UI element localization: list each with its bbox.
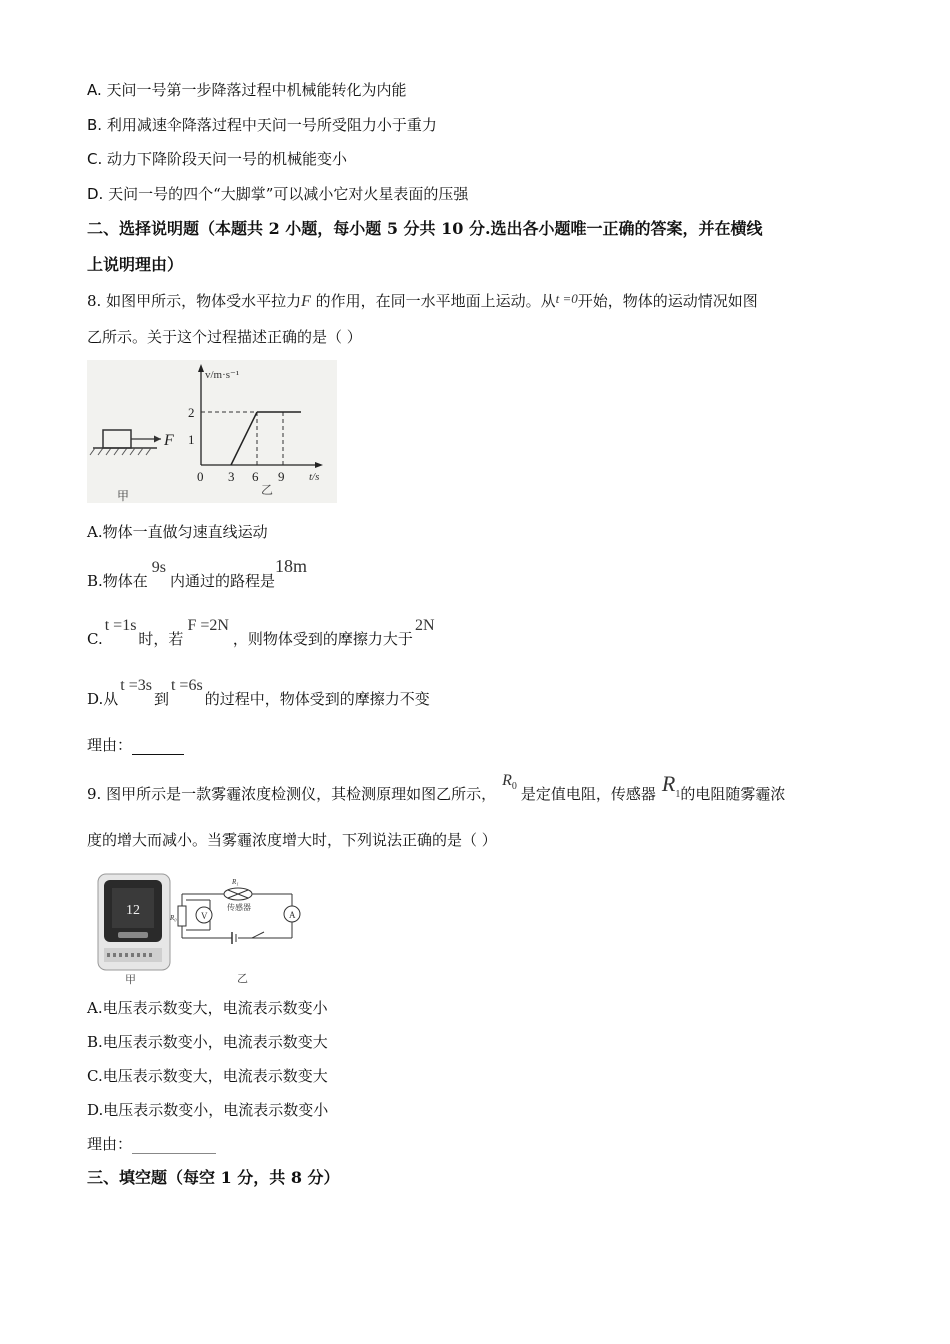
- r0-label: R₀: [170, 914, 177, 922]
- q8-reason: 理由：: [87, 735, 184, 755]
- label-yi-9: 乙: [237, 973, 248, 985]
- label-yi: 乙: [261, 483, 274, 497]
- q9-figure-svg: [92, 870, 307, 985]
- q9-option-a: A.电压表示数变大，电流表示数变小: [87, 999, 328, 1017]
- q7-option-c: C. 动力下降阶段天问一号的机械能变小: [87, 150, 348, 168]
- q8-stem-line1: 8. 如图甲所示，物体受水平拉力F 的作用，在同一水平地面上运动。从t =0开始，物体的运动情况如图: [87, 291, 758, 310]
- q9-figure: [92, 870, 307, 985]
- x-tick-9: 9: [278, 469, 285, 484]
- q9-option-b: B.电压表示数变小，电流表示数变大: [87, 1033, 328, 1051]
- q9-stem-line1: 9. 图甲所示是一款雾霾浓度检测仪，其检测原理如图乙所示，$R_0$ 是定值电阻，传感器 $R_1$的电阻随雾霾浓: [87, 771, 786, 803]
- q9-option-c: C.电压表示数变大，电流表示数变大: [87, 1067, 328, 1085]
- q8-stem-line2: 乙所示。关于这个过程描述正确的是（ ）: [87, 328, 362, 346]
- q9-reason-blank[interactable]: [132, 1139, 216, 1154]
- section2-heading-line2: 上说明理由）: [87, 255, 184, 274]
- section2-heading-line1: 二、选择说明题（本题共 2 小题，每小题 5 分共 10 分.选出各小题唯一正确的答案，并在横线: [87, 219, 763, 238]
- x-tick-3: 3: [228, 469, 235, 484]
- x-axis-label: t/s: [309, 471, 320, 483]
- q8-option-c: C.t =1s时，若F =2N，则物体受到的摩擦力大于2N: [87, 617, 435, 648]
- q7-option-a: A. 天问一号第一步降落过程中机械能转化为内能: [87, 81, 407, 99]
- q9-stem-line2: 度的增大而减小。当雾霾浓度增大时，下列说法正确的是（ ）: [87, 831, 497, 849]
- q9-option-d: D.电压表示数变小，电流表示数变小: [87, 1101, 329, 1119]
- q8-option-a: A.物体一直做匀速直线运动: [87, 523, 268, 541]
- q8-reason-blank[interactable]: [132, 740, 184, 755]
- display-value: 12: [126, 903, 140, 918]
- q8-figure: [87, 360, 337, 503]
- voltmeter-label: V: [201, 911, 208, 921]
- y-tick-2: 2: [188, 405, 195, 420]
- x-tick-0: 0: [197, 469, 204, 484]
- q8-figure-svg: [87, 360, 337, 503]
- section3-heading: 三、填空题（每空 1 分，共 8 分）: [87, 1168, 340, 1187]
- q7-option-b: B. 利用减速伞降落过程中天问一号所受阻力小于重力: [87, 116, 437, 134]
- y-tick-1: 1: [188, 432, 195, 447]
- r0-resistor: [178, 906, 186, 926]
- q8-option-d: D.从t =3s到t =6s的过程中，物体受到的摩擦力不变: [87, 677, 430, 708]
- force-label: F: [164, 432, 174, 449]
- q8-option-b: B.物体在9s内通过的路程是18m: [87, 556, 308, 590]
- y-axis-label: v/m·s⁻¹: [205, 369, 240, 381]
- detector-device: [98, 874, 170, 985]
- ammeter-label: A: [289, 910, 296, 920]
- circuit-diagram: [178, 888, 300, 944]
- sensor-label: 传感器: [227, 903, 251, 912]
- r1-label: R₁: [232, 878, 239, 886]
- q7-option-d: D. 天问一号的四个“大脚掌”可以减小它对火星表面的压强: [87, 185, 469, 203]
- label-jia-9: 甲: [125, 974, 136, 985]
- q9-reason: 理由：: [87, 1134, 216, 1154]
- x-tick-6: 6: [252, 469, 259, 484]
- label-jia: 甲: [117, 489, 130, 503]
